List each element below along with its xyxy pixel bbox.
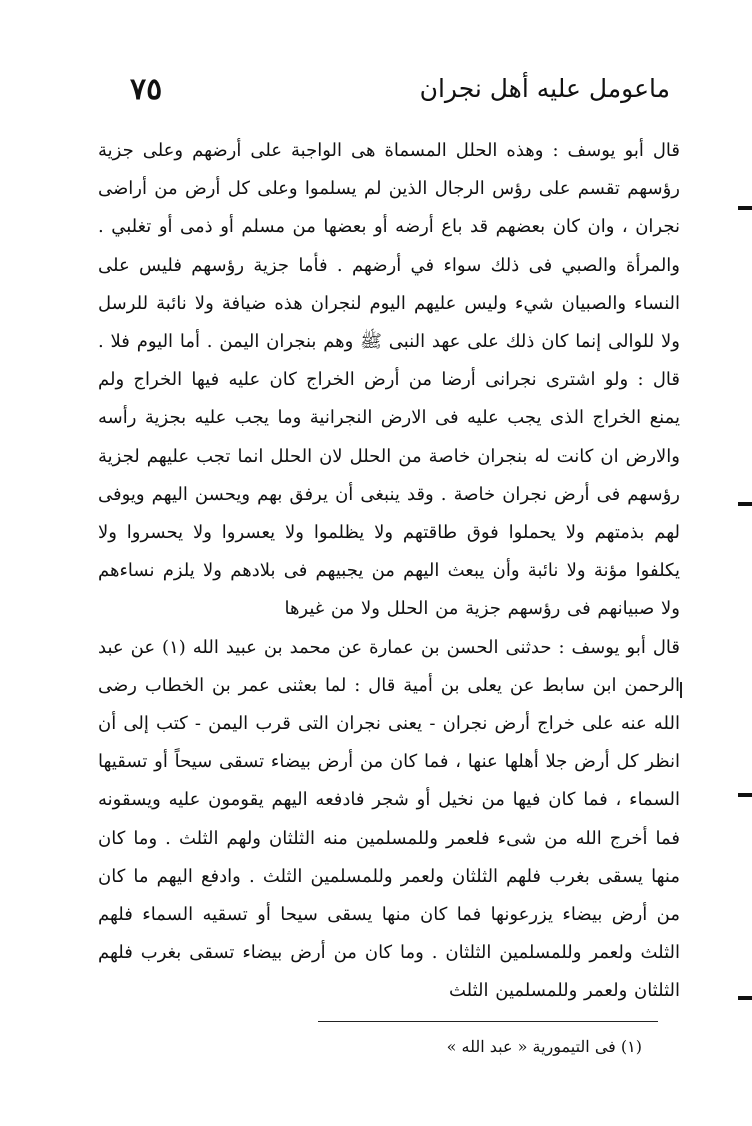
page-number: ٧٥ — [130, 72, 163, 107]
footnote-divider — [318, 1021, 658, 1022]
page-header — [100, 72, 690, 122]
body-text — [98, 132, 680, 1011]
margin-mark — [738, 793, 752, 797]
footnote: (١) فى التيمورية « عبد الله » — [446, 1037, 642, 1056]
margin-mark — [738, 996, 752, 1000]
margin-tick — [680, 682, 682, 698]
paragraph: قال أبو يوسف : وهذه الحلل المسماة هى الواجبة على أرضهم وعلى جزية رؤسهم تقسم على رؤس الرجال الذين لم يسلموا وعلى كل أرض من أراضى نجران ، وان كان بعضهم قد باع أرضه أو بعضها من مسلم أو ذمى أو تغلبي . والمرأة والصبي فى ذلك سواء في أرضهم . فأما جزية رؤسهم فليس على النساء والصبيان شيء وليس عليهم اليوم لنجران هذه ضيافة ولا نائبة للرسل ولا للوالى إنما كان ذلك على عهد النبى ﷺ وهم بنجران اليمن . أما اليوم فلا . قال : ولو اشترى نجرانى أرضا من أرض الخراج كان عليه فيها الخراج ولم يمنع الخراج الذى يجب عليه فى الارض النجرانية وما يجب عليه بجزية رأسه والارض ان كانت له بنجران خاصة من الحلل لان الحلل انما تجب عليهم لجزية رؤسهم فى أرض نجران خاصة . وقد ينبغى أن يرفق بهم ويحسن اليهم ويوفى لهم بذمتهم ولا يحملوا فوق طاقتهم ولا يظلموا ولا يعسروا ولا يحسروا ولا يكلفوا مؤنة ولا نائبة وأن يبعث اليهم من يجبيهم فى بلادهم ولا يلزم نساءهم ولا صبيانهم فى رؤسهم جزية من الحلل ولا من غيرها — [98, 140, 680, 620]
running-head: ماعومل عليه أهل نجران — [419, 74, 670, 103]
margin-mark — [738, 502, 752, 506]
paragraph: قال أبو يوسف : حدثنى الحسن بن عمارة عن محمد بن عبيد الله (١) عن عبد الرحمن ابن سابط عن يعلى بن أمية قال : لما بعثنى عمر بن الخطاب رضى الله عنه على خراج أرض نجران - يعنى نجران التى قرب اليمن - كتب إلى أن انظر كل أرض جلا أهلها عنها ، فما كان من أرض بيضاء تسقى سيحاً أو تسقيها السماء ، فما كان فيها من نخيل أو شجر فادفعه اليهم يقومون عليه ويسقونه فما أخرج الله من شىء فلعمر وللمسلمين منه الثلثان ولهم الثلث . وما كان منها يسقى بغرب فلهم الثلثان ولعمر وللمسلمين الثلث . وادفع اليهم ما كان من أرض بيضاء يزرعونها فما كان منها يسقى سيحا أو تسقيه السماء فلهم الثلث ولعمر وللمسلمين الثلثان . وما كان من أرض بيضاء تسقى بغرب فلهم الثلثان ولعمر وللمسلمين الثلث — [98, 636, 681, 1002]
margin-mark — [738, 206, 752, 210]
